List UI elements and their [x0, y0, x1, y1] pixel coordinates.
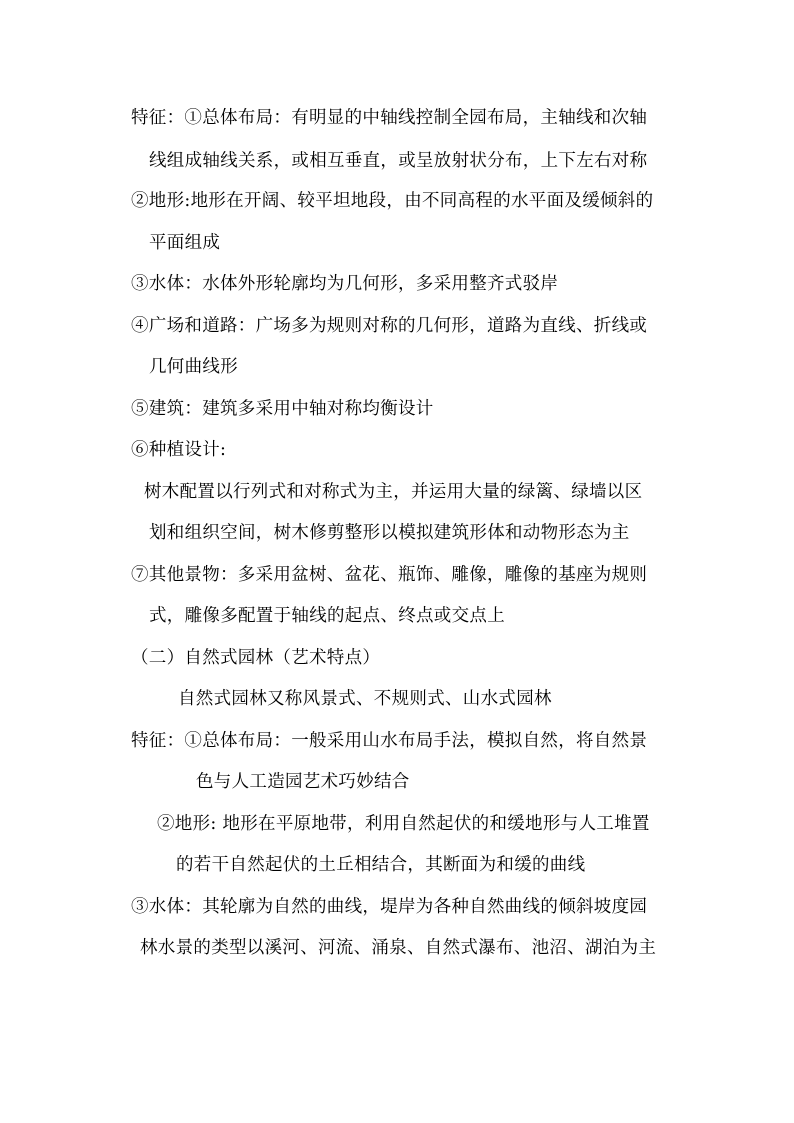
section-heading: （二）自然式园林（艺术特点）	[131, 648, 381, 668]
text-line: 色与人工造园艺术巧妙结合	[196, 772, 410, 792]
text-line: ⑦其他景物：多采用盆树、盆花、瓶饰、雕像，雕像的基座为规则	[131, 565, 648, 585]
text-line: ③水体：其轮廓为自然的曲线，堤岸为各种自然曲线的倾斜坡度园	[131, 897, 648, 917]
text-line: 平面组成	[149, 233, 221, 253]
text-line: 划和组织空间，树木修剪整形以模拟建筑形体和动物形态为主	[149, 523, 630, 543]
text-line: 几何曲线形	[149, 357, 238, 377]
text-line: ⑥种植设计:	[131, 440, 227, 460]
text-line: ④广场和道路：广场多为规则对称的几何形，道路为直线、折线或	[131, 316, 648, 336]
text-line: 树木配置以行列式和对称式为主，并运用大量的绿篱、绿墙以区	[144, 482, 643, 502]
text-line: 的若干自然起伏的土丘相结合，其断面为和缓的曲线	[176, 855, 586, 875]
text-line: 特征：①总体布局：有明显的中轴线控制全园布局，主轴线和次轴	[131, 108, 648, 128]
text-line: ②地形: 地形在平原地带，利用自然起伏的和缓地形与人工堆置	[157, 814, 650, 834]
text-line: 自然式园林又称风景式、不规则式、山水式园林	[178, 689, 552, 709]
text-line: 式，雕像多配置于轴线的起点、终点或交点上	[149, 606, 505, 626]
text-line: 特征：①总体布局：一般采用山水布局手法，模拟自然，将自然景	[131, 731, 648, 751]
text-line: 林水景的类型以溪河、河流、涌泉、自然式瀑布、池沼、湖泊为主	[140, 938, 657, 958]
text-line: ⑤建筑：建筑多采用中轴对称均衡设计	[131, 399, 434, 419]
text-line: ③水体：水体外形轮廓均为几何形，多采用整齐式驳岸	[131, 274, 559, 294]
text-line: ②地形:地形在开阔、较平坦地段，由不同高程的水平面及缓倾斜的	[131, 191, 654, 211]
text-line: 线组成轴线关系，或相互垂直，或呈放射状分布，上下左右对称	[149, 151, 648, 171]
